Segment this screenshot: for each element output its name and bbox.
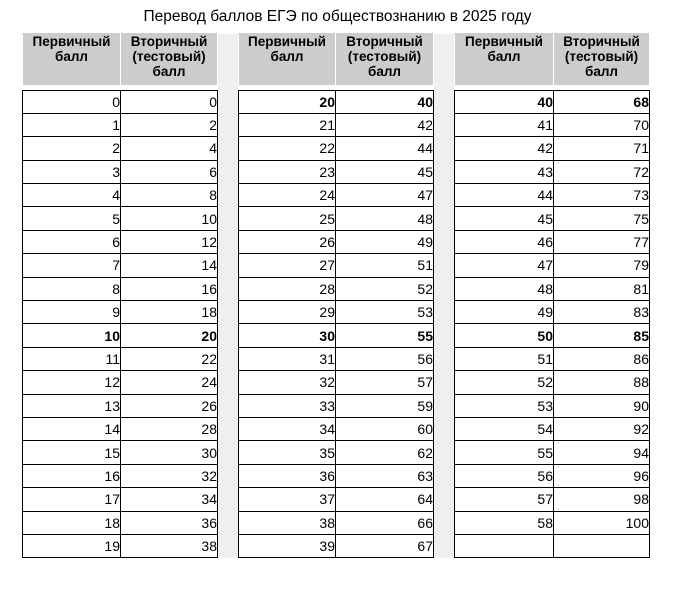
secondary-score-cell: 56 (336, 347, 434, 370)
primary-score-cell: 45 (455, 207, 554, 230)
primary-score-cell: 56 (455, 464, 554, 487)
secondary-score-cell: 18 (121, 301, 218, 324)
secondary-score-cell: 2 (121, 113, 218, 136)
secondary-score-cell: 86 (554, 347, 650, 370)
secondary-score-header-1 (121, 34, 218, 85)
secondary-score-cell: 66 (336, 511, 434, 534)
header-line: (тестовый) (564, 49, 639, 64)
secondary-score-cell: 79 (554, 254, 650, 277)
primary-score-cell: 11 (23, 347, 121, 370)
column-gap (434, 254, 455, 277)
column-gap (434, 113, 455, 136)
column-gap (434, 277, 455, 300)
primary-score-cell: 28 (239, 277, 336, 300)
secondary-score-cell: 38 (121, 534, 218, 557)
table-row (23, 160, 650, 183)
secondary-score-cell: 22 (121, 347, 218, 370)
column-gap (434, 160, 455, 183)
primary-score-cell: 43 (455, 160, 554, 183)
column-gap (434, 464, 455, 487)
column-gap (218, 160, 239, 183)
secondary-score-cell: 48 (336, 207, 434, 230)
secondary-score-cell: 16 (121, 277, 218, 300)
secondary-score-header-3 (554, 34, 650, 85)
primary-score-cell: 25 (239, 207, 336, 230)
primary-score-cell: 4 (23, 184, 121, 207)
secondary-score-cell: 88 (554, 371, 650, 394)
primary-score-cell: 19 (23, 534, 121, 557)
secondary-score-cell: 45 (336, 160, 434, 183)
primary-score-cell: 41 (455, 113, 554, 136)
column-gap (434, 441, 455, 464)
primary-score-cell: 50 (455, 324, 554, 347)
secondary-score-cell: 83 (554, 301, 650, 324)
primary-score-cell: 37 (239, 488, 336, 511)
secondary-score-cell: 28 (121, 417, 218, 440)
primary-score-cell: 31 (239, 347, 336, 370)
secondary-score-cell: 44 (336, 137, 434, 160)
header-line: Вторичный (346, 34, 423, 49)
primary-score-cell (455, 534, 554, 557)
secondary-score-cell: 12 (121, 230, 218, 253)
secondary-score-cell: 49 (336, 230, 434, 253)
table-row (23, 371, 650, 394)
header-line: балл (270, 49, 304, 64)
column-gap (218, 511, 239, 534)
column-gap (218, 137, 239, 160)
table-row (23, 277, 650, 300)
primary-score-cell: 32 (239, 371, 336, 394)
table-row (23, 394, 650, 417)
column-gap (434, 488, 455, 511)
secondary-score-cell: 40 (336, 90, 434, 113)
primary-score-cell: 54 (455, 417, 554, 440)
primary-score-cell: 1 (23, 113, 121, 136)
secondary-score-cell: 81 (554, 277, 650, 300)
secondary-score-cell: 8 (121, 184, 218, 207)
secondary-score-cell: 14 (121, 254, 218, 277)
column-gap (218, 417, 239, 440)
primary-score-cell: 40 (455, 90, 554, 113)
table-row (23, 347, 650, 370)
table-row (23, 301, 650, 324)
secondary-score-cell: 20 (121, 324, 218, 347)
primary-score-cell: 9 (23, 301, 121, 324)
primary-score-cell: 36 (239, 464, 336, 487)
primary-score-cell: 39 (239, 534, 336, 557)
column-gap (434, 184, 455, 207)
header-line: Вторичный (130, 34, 208, 49)
primary-score-cell: 58 (455, 511, 554, 534)
header-line: Первичный (32, 34, 111, 49)
column-gap (218, 534, 239, 557)
column-gap (434, 324, 455, 347)
column-gap (434, 347, 455, 370)
table-row (23, 488, 650, 511)
table-row (23, 184, 650, 207)
score-table-body (23, 90, 650, 558)
primary-score-cell: 53 (455, 394, 554, 417)
secondary-score-cell: 57 (336, 371, 434, 394)
secondary-score-cell: 0 (121, 90, 218, 113)
primary-score-cell: 12 (23, 371, 121, 394)
column-gap (218, 34, 239, 85)
column-gap (434, 137, 455, 160)
primary-score-cell: 23 (239, 160, 336, 183)
primary-score-cell: 18 (23, 511, 121, 534)
secondary-score-cell: 52 (336, 277, 434, 300)
primary-score-cell: 8 (23, 277, 121, 300)
primary-score-cell: 22 (239, 137, 336, 160)
primary-score-cell: 14 (23, 417, 121, 440)
primary-score-cell: 21 (239, 113, 336, 136)
primary-score-cell: 17 (23, 488, 121, 511)
secondary-score-cell: 67 (336, 534, 434, 557)
header-line: (тестовый) (347, 49, 422, 64)
column-gap (218, 347, 239, 370)
secondary-score-cell: 60 (336, 417, 434, 440)
header-line: балл (585, 64, 618, 79)
score-conversion-table (22, 33, 650, 558)
header-line: Первичный (465, 34, 543, 49)
table-row (23, 534, 650, 557)
secondary-score-cell: 53 (336, 301, 434, 324)
column-gap (434, 534, 455, 557)
secondary-score-cell: 55 (336, 324, 434, 347)
column-gap (434, 90, 455, 113)
primary-score-cell: 44 (455, 184, 554, 207)
column-gap (434, 371, 455, 394)
secondary-score-cell: 6 (121, 160, 218, 183)
primary-score-cell: 5 (23, 207, 121, 230)
primary-score-cell: 16 (23, 464, 121, 487)
secondary-score-cell: 47 (336, 184, 434, 207)
secondary-score-cell: 77 (554, 230, 650, 253)
header-line: балл (55, 49, 88, 64)
primary-score-cell: 42 (455, 137, 554, 160)
secondary-score-cell: 42 (336, 113, 434, 136)
header-line: Первичный (248, 34, 326, 49)
primary-score-cell: 55 (455, 441, 554, 464)
secondary-score-cell (554, 534, 650, 557)
secondary-score-cell: 92 (554, 417, 650, 440)
header-line: балл (368, 64, 401, 79)
primary-score-cell: 49 (455, 301, 554, 324)
secondary-score-cell: 36 (121, 511, 218, 534)
secondary-score-cell: 59 (336, 394, 434, 417)
primary-score-cell: 47 (455, 254, 554, 277)
column-gap (434, 417, 455, 440)
table-row (23, 464, 650, 487)
secondary-score-cell: 51 (336, 254, 434, 277)
column-gap (218, 324, 239, 347)
column-gap (218, 254, 239, 277)
column-gap (218, 90, 239, 113)
column-gap (434, 394, 455, 417)
column-gap (218, 207, 239, 230)
page-title: Перевод баллов ЕГЭ по обществознанию в 2025 году (143, 8, 532, 25)
table-row (23, 254, 650, 277)
column-gap (218, 301, 239, 324)
secondary-score-cell: 24 (121, 371, 218, 394)
table-row (23, 417, 650, 440)
primary-score-cell: 52 (455, 371, 554, 394)
secondary-score-cell: 70 (554, 113, 650, 136)
column-gap (434, 207, 455, 230)
primary-score-cell: 33 (239, 394, 336, 417)
secondary-score-cell: 98 (554, 488, 650, 511)
secondary-score-cell: 26 (121, 394, 218, 417)
column-gap (434, 511, 455, 534)
column-gap (218, 441, 239, 464)
primary-score-cell: 51 (455, 347, 554, 370)
table-row (23, 511, 650, 534)
column-gap (218, 371, 239, 394)
secondary-score-cell: 94 (554, 441, 650, 464)
table-row (23, 207, 650, 230)
table-row (23, 90, 650, 113)
secondary-score-cell: 85 (554, 324, 650, 347)
table-row (23, 113, 650, 136)
primary-score-header-2 (239, 34, 336, 85)
secondary-score-cell: 34 (121, 488, 218, 511)
secondary-score-cell: 96 (554, 464, 650, 487)
primary-score-cell: 30 (239, 324, 336, 347)
primary-score-cell: 29 (239, 301, 336, 324)
secondary-score-cell: 71 (554, 137, 650, 160)
primary-score-cell: 27 (239, 254, 336, 277)
secondary-score-cell: 4 (121, 137, 218, 160)
header-line: (тестовый) (132, 49, 206, 64)
header-line: балл (152, 64, 186, 79)
column-gap (218, 394, 239, 417)
primary-score-cell: 2 (23, 137, 121, 160)
secondary-score-cell: 68 (554, 90, 650, 113)
column-gap (218, 488, 239, 511)
table-row (23, 137, 650, 160)
column-gap (434, 34, 455, 85)
primary-score-cell: 48 (455, 277, 554, 300)
secondary-score-cell: 64 (336, 488, 434, 511)
table-row (23, 324, 650, 347)
primary-score-cell: 20 (239, 90, 336, 113)
secondary-score-cell: 32 (121, 464, 218, 487)
primary-score-cell: 0 (23, 90, 121, 113)
secondary-score-cell: 10 (121, 207, 218, 230)
secondary-score-cell: 63 (336, 464, 434, 487)
primary-score-header-3 (455, 34, 554, 85)
header-line: балл (487, 49, 521, 64)
secondary-score-header-2 (336, 34, 434, 85)
secondary-score-cell: 73 (554, 184, 650, 207)
primary-score-cell: 3 (23, 160, 121, 183)
column-gap (434, 230, 455, 253)
primary-score-cell: 34 (239, 417, 336, 440)
column-gap (218, 184, 239, 207)
header-row (23, 34, 650, 85)
primary-score-cell: 35 (239, 441, 336, 464)
column-gap (218, 230, 239, 253)
primary-score-cell: 26 (239, 230, 336, 253)
primary-score-cell: 7 (23, 254, 121, 277)
primary-score-cell: 13 (23, 394, 121, 417)
primary-score-cell: 6 (23, 230, 121, 253)
secondary-score-cell: 30 (121, 441, 218, 464)
secondary-score-cell: 100 (554, 511, 650, 534)
table-row (23, 441, 650, 464)
primary-score-cell: 10 (23, 324, 121, 347)
primary-score-cell: 46 (455, 230, 554, 253)
column-gap (218, 464, 239, 487)
primary-score-cell: 57 (455, 488, 554, 511)
table-row (23, 230, 650, 253)
secondary-score-cell: 72 (554, 160, 650, 183)
primary-score-cell: 38 (239, 511, 336, 534)
column-gap (218, 113, 239, 136)
secondary-score-cell: 90 (554, 394, 650, 417)
primary-score-cell: 24 (239, 184, 336, 207)
primary-score-cell: 15 (23, 441, 121, 464)
column-gap (434, 301, 455, 324)
column-gap (218, 277, 239, 300)
header-line: Вторичный (563, 34, 640, 49)
secondary-score-cell: 62 (336, 441, 434, 464)
primary-score-header-1 (23, 34, 121, 85)
secondary-score-cell: 75 (554, 207, 650, 230)
